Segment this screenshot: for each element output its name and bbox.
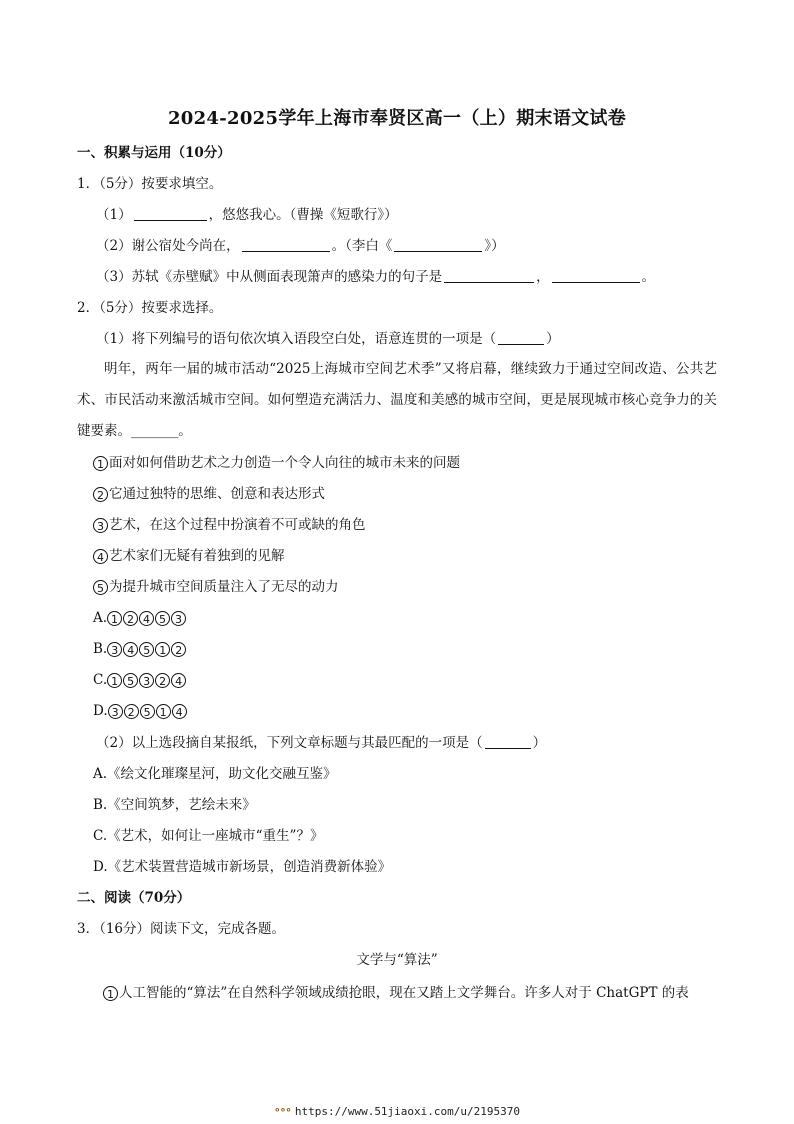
sentence-item (93, 546, 285, 566)
circled-number: 1 (103, 986, 118, 1001)
footer-url[interactable]: https://www.51jiaoxi.com/u/2195370 (294, 1105, 521, 1118)
circled-number: 1 (107, 611, 122, 626)
q1-s3-suffix: 。 (641, 269, 656, 285)
circled-number: 1 (156, 704, 171, 719)
q2-sub2-prefix: （2）以上选段摘自某报纸，下列文章标题与其最匹配的一项是（ (96, 735, 483, 751)
article-paragraph-1 (103, 983, 689, 1003)
circled-number: 2 (124, 704, 139, 719)
article-title: 文学与“算法” (356, 952, 438, 968)
circled-number: 3 (93, 518, 108, 533)
answer-blank[interactable] (242, 237, 330, 252)
circled-number: 5 (93, 580, 108, 595)
circled-number: 2 (155, 673, 170, 688)
q1-s2-prefix: （2）谢公宿处今尚在， (96, 238, 240, 254)
option-letter: D. (93, 703, 108, 719)
circled-number: 5 (123, 673, 138, 688)
answer-blank[interactable] (394, 237, 482, 252)
sentence-item (93, 453, 460, 473)
paragraph-text: 人工智能的“算法”在自然科学领域成绩抢眼，现在又踏上文学舞台。许多人对于 ChatGPT 的表 (119, 985, 689, 1001)
circled-number: 4 (171, 673, 186, 688)
section-heading-1: 一、积累与运用（10分） (77, 145, 231, 161)
question-1-sub-2 (96, 236, 505, 256)
circled-number: 1 (93, 456, 108, 471)
q1-s1-suffix: ，悠悠我心。（曹操《短歌行》） (208, 207, 398, 223)
sentence-text: 面对如何借助艺术之力创造一个令人向往的城市未来的问题 (109, 455, 460, 471)
choice-option-c[interactable] (93, 670, 187, 690)
question-3-stem: 3．（16分）阅读下文，完成各题。 (77, 921, 286, 937)
title-option-a[interactable]: A.《绘文化璀璨星河，助文化交融互鉴》 (93, 766, 337, 782)
option-letter: C. (93, 672, 108, 688)
circled-number: 4 (172, 704, 187, 719)
choice-option-b[interactable] (93, 639, 187, 659)
question-2-stem: 2．（5分）按要求选择。 (77, 300, 223, 316)
answer-blank[interactable] (134, 206, 207, 221)
circled-number: 5 (139, 642, 154, 657)
q2-sub2-suffix: ） (532, 735, 547, 751)
circled-number: 3 (108, 704, 123, 719)
circled-number: 2 (93, 487, 108, 502)
question-2-sub-2 (96, 733, 546, 753)
q1-s3-prefix: （3）苏轼《赤壁赋》中从侧面表现箫声的感染力的句子是 (96, 269, 443, 285)
sentence-item (93, 484, 325, 504)
circled-number: 3 (107, 642, 122, 657)
sentence-text: 艺术，在这个过程中扮演着不可或缺的角色 (109, 517, 366, 533)
circled-number: 1 (155, 642, 170, 657)
circled-number: 4 (139, 611, 154, 626)
q1-s2-suffix: 》） (484, 238, 505, 254)
q1-s1-prefix: （1） (96, 207, 132, 223)
q2-sub1-suffix: ） (546, 331, 560, 347)
reading-passage: 明年，两年一届的城市活动“2025上海城市空间艺术季”又将启幕，继续致力于通过空间改造、公共艺术、市民活动来激活城市空间。如何塑造充满活力、温度和美感的城市空间，更是展现城市核心竞争力的关键要素。_______。 (77, 361, 717, 439)
answer-blank[interactable] (444, 268, 534, 283)
circled-number: 4 (123, 642, 138, 657)
option-letter: A. (93, 610, 108, 626)
circled-number: 2 (123, 611, 138, 626)
question-2-sub-1 (96, 329, 560, 349)
option-letter: B. (93, 641, 108, 657)
answer-blank[interactable] (485, 734, 531, 749)
sentence-item (93, 515, 366, 535)
q1-s3-middle: ， (536, 269, 550, 285)
title-option-b[interactable]: B.《空间筑梦，艺绘未来》 (93, 797, 256, 813)
circled-number: 3 (139, 673, 154, 688)
title-option-c[interactable]: C.《艺术，如何让一座城市“重生”？》 (93, 828, 324, 844)
q1-s2-middle: 。（李白《 (331, 238, 393, 254)
choice-option-d[interactable] (93, 701, 188, 721)
section-heading-2: 二、阅读（70分） (77, 890, 191, 906)
page-footer (0, 1105, 794, 1118)
question-1-sub-3 (96, 267, 655, 287)
circled-number: 5 (140, 704, 155, 719)
sentence-text: 为提升城市空间质量注入了无尽的动力 (109, 579, 339, 595)
q2-sub1-prefix: （1）将下列编号的语句依次填入语段空白处，语意连贯的一项是（ (96, 331, 497, 347)
answer-blank[interactable] (498, 330, 544, 345)
circled-number: 2 (171, 642, 186, 657)
question-1-sub-1 (96, 205, 398, 225)
sentence-item (93, 577, 339, 597)
choice-option-a[interactable] (93, 608, 187, 628)
sentence-text: 艺术家们无疑有着独到的见解 (109, 548, 285, 564)
circled-number: 5 (155, 611, 170, 626)
answer-blank[interactable] (552, 268, 640, 283)
title-option-d[interactable]: D.《艺术装置营造城市新场景，创造消费新体验》 (93, 859, 392, 875)
circled-number: 1 (107, 673, 122, 688)
question-1-stem: 1．（5分）按要求填空。 (77, 176, 223, 192)
circled-number: 4 (93, 549, 108, 564)
page-title: 2024-2025学年上海市奉贤区高一（上）期末语文试卷 (167, 108, 627, 129)
site-logo-icon: ᵒᵒᵒ (273, 1105, 291, 1118)
sentence-text: 它通过独特的思维、创意和表达形式 (109, 486, 325, 502)
circled-number: 3 (171, 611, 186, 626)
